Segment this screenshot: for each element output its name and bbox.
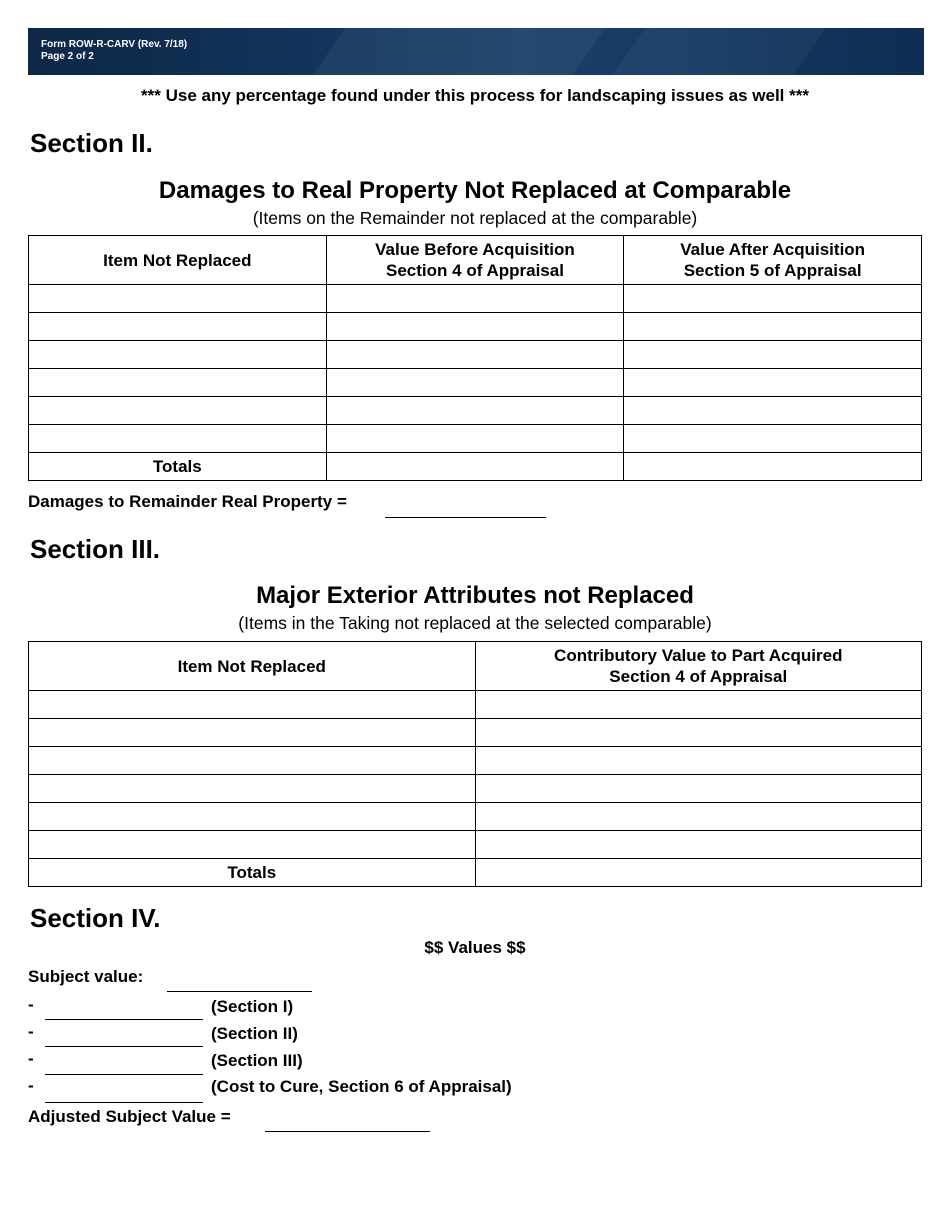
table-cell[interactable] bbox=[624, 397, 922, 425]
table-cell[interactable] bbox=[624, 313, 922, 341]
table-cell[interactable] bbox=[29, 369, 327, 397]
table-cell[interactable] bbox=[29, 285, 327, 313]
table-row bbox=[29, 285, 922, 313]
totals-contributory-value[interactable] bbox=[475, 859, 922, 887]
form-header-band bbox=[28, 28, 924, 75]
form-identifier bbox=[41, 39, 187, 63]
section-3-heading: Section III. bbox=[30, 534, 161, 564]
table-row bbox=[29, 341, 922, 369]
section-1-deduction-label: (Section I) bbox=[211, 997, 294, 1016]
cost-to-cure-label: (Cost to Cure, Section 6 of Appraisal) bbox=[211, 1077, 512, 1096]
damages-table bbox=[28, 235, 922, 481]
table-cell[interactable] bbox=[29, 397, 327, 425]
cost-to-cure-field[interactable] bbox=[45, 1102, 203, 1103]
minus-sign: - bbox=[28, 1049, 34, 1068]
section-2-title: Damages to Real Property Not Replaced at Comparable bbox=[158, 177, 792, 204]
table-cell[interactable] bbox=[475, 831, 922, 859]
table-cell[interactable] bbox=[29, 341, 327, 369]
values-title: $$ Values $$ bbox=[424, 938, 526, 957]
column-header-text: Item Not Replaced bbox=[177, 656, 326, 676]
header-decoration bbox=[296, 28, 619, 75]
table-row bbox=[29, 369, 922, 397]
section-1-deduction-field[interactable] bbox=[45, 1019, 203, 1020]
column-header-item bbox=[29, 642, 476, 691]
section-2-deduction-field[interactable] bbox=[45, 1046, 203, 1047]
section-4-heading: Section IV. bbox=[30, 903, 161, 933]
column-header-text: Section 5 of Appraisal bbox=[683, 261, 862, 280]
section-2-heading: Section II. bbox=[30, 128, 153, 158]
totals-label: Totals bbox=[29, 859, 476, 887]
column-header-text: Section 4 of Appraisal bbox=[609, 667, 788, 686]
table-cell[interactable] bbox=[624, 369, 922, 397]
column-header-text: Contributory Value to Part Acquired bbox=[554, 646, 843, 665]
minus-sign: - bbox=[28, 1076, 34, 1095]
table-cell[interactable] bbox=[326, 369, 624, 397]
form-number: Form ROW-R-CARV (Rev. 7/18) bbox=[41, 39, 188, 50]
table-row bbox=[29, 397, 922, 425]
section-3-deduction-label: (Section III) bbox=[211, 1051, 303, 1070]
table-cell[interactable] bbox=[326, 313, 624, 341]
table-row bbox=[29, 775, 922, 803]
table-cell[interactable] bbox=[624, 285, 922, 313]
table-cell[interactable] bbox=[29, 719, 476, 747]
totals-row bbox=[29, 859, 922, 887]
damages-remainder-field[interactable] bbox=[385, 517, 546, 518]
section-3-title: Major Exterior Attributes not Replaced bbox=[256, 582, 694, 609]
table-cell[interactable] bbox=[475, 747, 922, 775]
column-header-text: Item Not Replaced bbox=[103, 250, 252, 270]
table-cell[interactable] bbox=[624, 425, 922, 453]
table-cell[interactable] bbox=[29, 425, 327, 453]
table-row bbox=[29, 313, 922, 341]
page-number: Page 2 of 2 bbox=[41, 51, 94, 62]
table-row bbox=[29, 719, 922, 747]
column-header-value-before bbox=[326, 236, 624, 285]
minus-sign: - bbox=[28, 1022, 34, 1041]
column-header-text: Section 4 of Appraisal bbox=[386, 261, 564, 280]
column-header-text: Value Before Acquisition bbox=[375, 240, 575, 259]
table-row bbox=[29, 425, 922, 453]
section-2-subtitle: (Items on the Remainder not replaced at the comparable) bbox=[252, 208, 698, 228]
table-cell[interactable] bbox=[326, 285, 624, 313]
table-header-row bbox=[29, 236, 922, 285]
landscaping-note: *** Use any percentage found under this process for landscaping issues as well *** bbox=[141, 86, 809, 105]
column-header-item bbox=[29, 236, 327, 285]
subject-value-label: Subject value: bbox=[28, 967, 144, 986]
adjusted-subject-value-field[interactable] bbox=[265, 1131, 430, 1132]
totals-value-after[interactable] bbox=[624, 453, 922, 481]
section-3-subtitle: (Items in the Taking not replaced at the selected comparable) bbox=[238, 613, 712, 633]
table-header-row bbox=[29, 642, 922, 691]
table-row bbox=[29, 803, 922, 831]
adjusted-subject-value-label: Adjusted Subject Value = bbox=[28, 1107, 231, 1126]
column-header-value-after bbox=[624, 236, 922, 285]
table-cell[interactable] bbox=[29, 313, 327, 341]
minus-sign: - bbox=[28, 995, 34, 1014]
header-decoration bbox=[596, 28, 839, 75]
totals-label: Totals bbox=[29, 453, 327, 481]
table-cell[interactable] bbox=[475, 803, 922, 831]
table-cell[interactable] bbox=[624, 341, 922, 369]
table-cell[interactable] bbox=[29, 691, 476, 719]
table-cell[interactable] bbox=[29, 803, 476, 831]
section-2-deduction-label: (Section II) bbox=[211, 1024, 298, 1043]
damages-remainder-label: Damages to Remainder Real Property = bbox=[28, 492, 347, 511]
totals-row bbox=[29, 453, 922, 481]
table-cell[interactable] bbox=[326, 341, 624, 369]
column-header-contributory-value bbox=[475, 642, 922, 691]
column-header-text: Value After Acquisition bbox=[680, 240, 866, 259]
table-cell[interactable] bbox=[475, 719, 922, 747]
subject-value-field[interactable] bbox=[167, 991, 312, 992]
section-3-deduction-field[interactable] bbox=[45, 1074, 203, 1075]
table-cell[interactable] bbox=[29, 775, 476, 803]
totals-value-before[interactable] bbox=[326, 453, 624, 481]
table-row bbox=[29, 691, 922, 719]
exterior-attributes-table bbox=[28, 641, 922, 887]
table-cell[interactable] bbox=[475, 691, 922, 719]
table-cell[interactable] bbox=[326, 397, 624, 425]
table-cell[interactable] bbox=[29, 831, 476, 859]
table-row bbox=[29, 747, 922, 775]
table-cell[interactable] bbox=[29, 747, 476, 775]
table-cell[interactable] bbox=[326, 425, 624, 453]
table-cell[interactable] bbox=[475, 775, 922, 803]
table-row bbox=[29, 831, 922, 859]
